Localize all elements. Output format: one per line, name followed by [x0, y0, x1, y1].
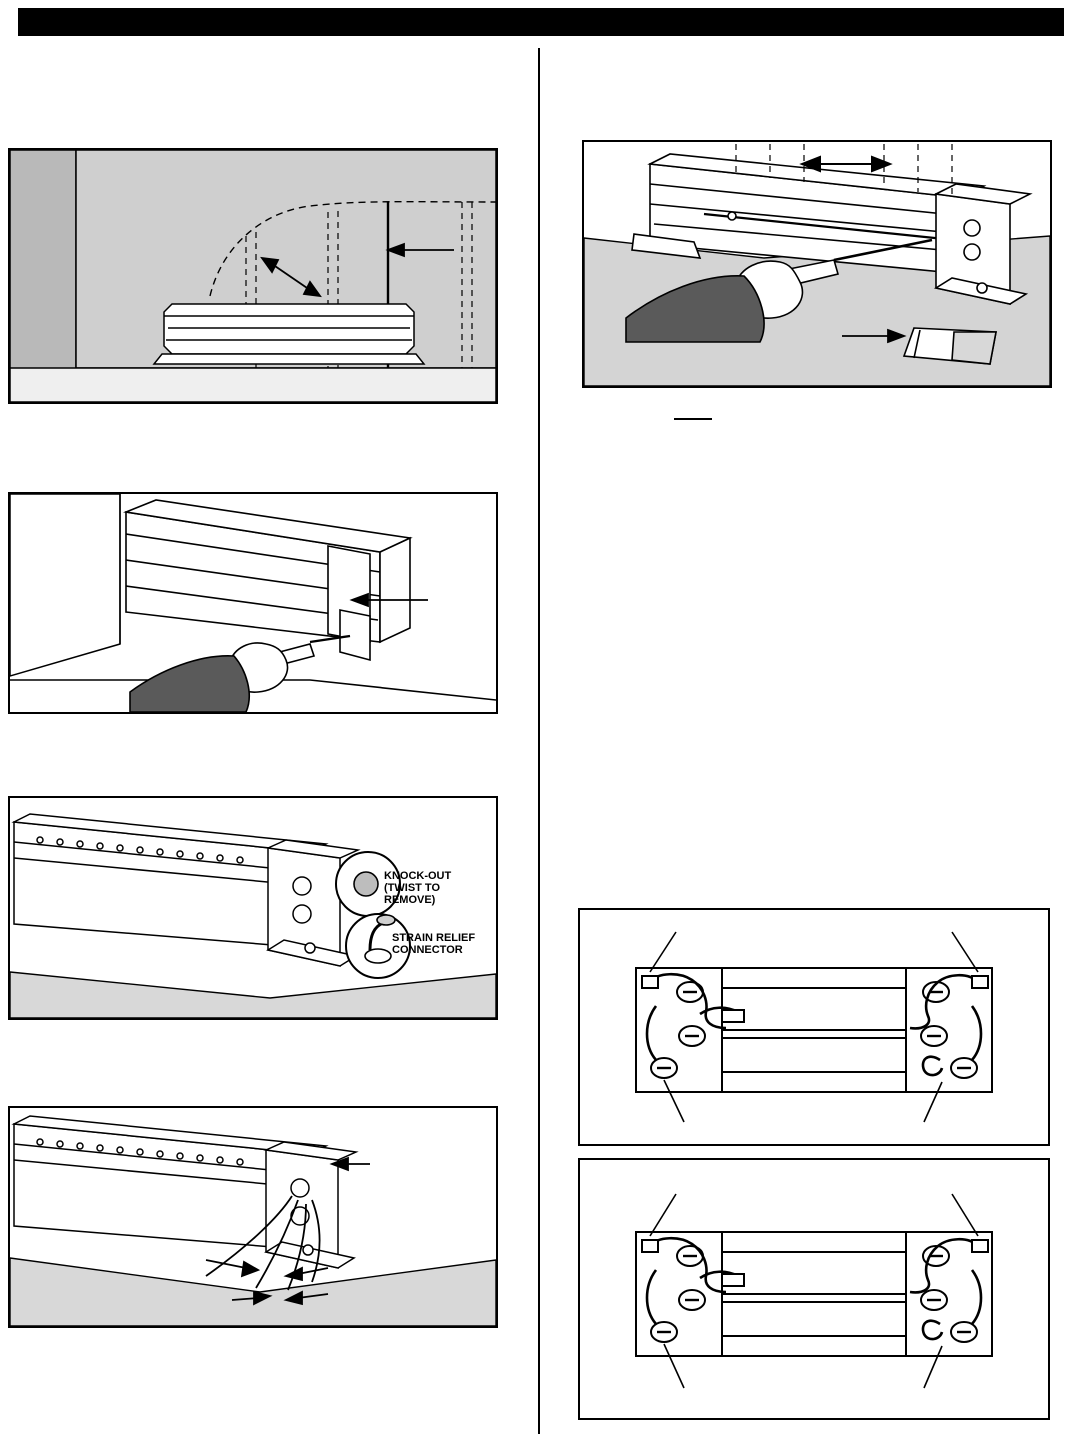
figure-wiring-diagram-2: [578, 1158, 1050, 1420]
figure-wiring-diagram-1: [578, 908, 1050, 1146]
figure-end-cap-removal: [8, 492, 498, 714]
knock-out-line-3: REMOVE): [384, 894, 436, 906]
figure-knockout-strain-relief: [8, 796, 498, 1020]
strain-relief-line-2: CONNECTOR: [392, 944, 463, 956]
left-column: [0, 0, 538, 1440]
right-column: [540, 0, 1080, 1440]
strain-relief-callout: [392, 932, 475, 956]
knock-out-line-2: (TWIST TO: [384, 882, 441, 894]
figure-element-adjust-underline: [674, 418, 712, 420]
figure-wire-feed: [8, 1106, 498, 1328]
figure-wall-layout: [8, 148, 498, 404]
knock-out-callout: [384, 870, 451, 906]
strain-relief-line-1: STRAIN RELIEF: [392, 932, 476, 944]
knock-out-line-1: KNOCK-OUT: [384, 870, 452, 882]
figure-element-adjust: [582, 140, 1052, 388]
